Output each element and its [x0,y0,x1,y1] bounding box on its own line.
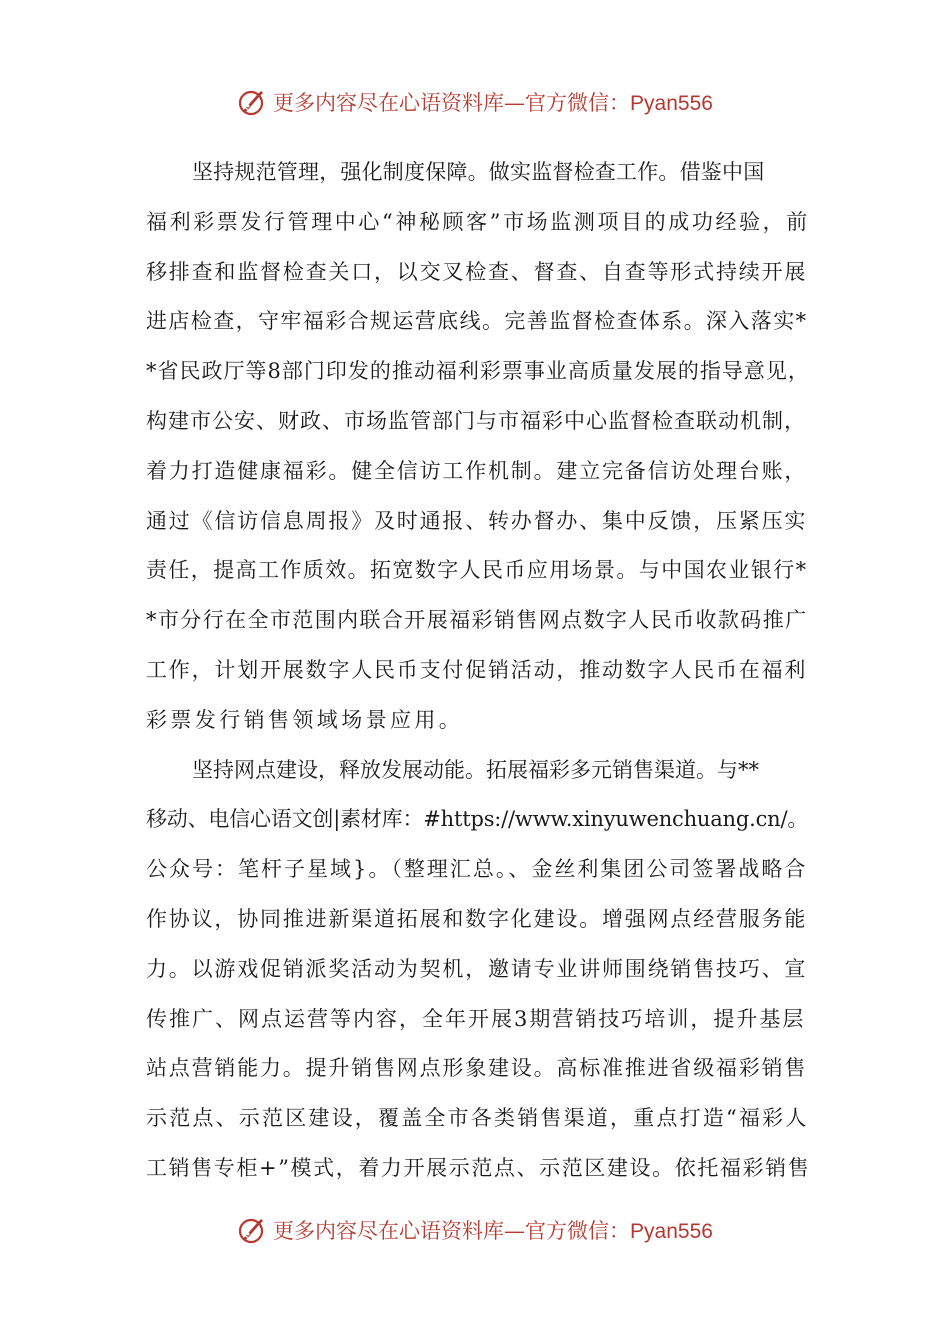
document-body [146,148,810,1194]
pen-nib-circle-logo-icon [237,87,267,117]
text-line: 着力打造健康福彩。健全信访工作机制。建立完备信访处理台账， [146,458,808,483]
text-line: 作协议，协同推进新渠道拓展和数字化建设。增强网点经营服务能 [146,906,808,931]
text-line: *省民政厅等8部门印发的推动福利彩票事业高质量发展的指导意见， [146,359,810,384]
text-line: 示范点、示范区建设，覆盖全市各类销售渠道，重点打造“福彩人 [146,1106,809,1131]
text-line: 彩票发行销售领域场景应用。 [146,707,464,732]
text-line: 责任，提高工作质效。拓宽数字人民币应用场景。与中国农业银行* [146,558,808,583]
banner-slogan: 更多内容尽在心语资料库—官方微信： [273,1219,631,1243]
text-line: 站点营销能力。提升销售网点形象建设。高标准推进省级福彩销售 [146,1056,808,1081]
text-line: 进店检查，守牢福彩合规运营底线。完善监督检查体系。深入落实* [146,309,808,334]
text-line: 坚持网点建设，释放发展动能。拓展福彩多元销售渠道。与** [192,757,759,782]
text-line: *市分行在全市范围内联合开展福彩销售网点数字人民币收款码推广 [146,608,808,633]
text-line: 坚持规范管理，强化制度保障。做实监督检查工作。借鉴中国 [192,160,765,184]
paragraph-1 [146,148,810,746]
banner-content [237,1215,713,1245]
banner-text [273,1215,713,1245]
text-line: 工作，计划开展数字人民币支付促销活动，推动数字人民币在福利 [146,657,808,682]
text-line: 力。以游戏促销派奖活动为契机，邀请专业讲师围绕销售技巧、宣 [146,956,808,981]
header-banner [0,82,950,122]
text-line: 工销售专柜+”模式，着力开展示范点、示范区建设。依托福彩销售 [146,1155,811,1180]
text-line: 移动、电信心语文创|素材库：#https://www.xinyuwenchuang.cn/。 [146,807,809,832]
banner-wechat-handle: Pyan556 [630,92,713,115]
banner-slogan: 更多内容尽在心语资料库—官方微信： [273,91,631,115]
text-line: 公众号：笔杆子星域}。（整理汇总。、金丝利集团公司签署战略合 [146,857,808,882]
text-line: 传推广、网点运营等内容，全年开展3期营销技巧培训，提升基层 [146,1006,806,1031]
footer-banner [0,1210,950,1250]
paragraph-2 [146,746,810,1194]
text-line: 福利彩票发行管理中心“神秘顾客”市场监测项目的成功经验，前 [146,209,810,234]
text-line: 构建市公安、财政、市场监管部门与市福彩中心监督检查联动机制， [146,408,806,433]
banner-text [273,87,713,117]
pen-nib-circle-logo-icon [237,1215,267,1245]
banner-wechat-handle: Pyan556 [630,1220,713,1243]
banner-content [237,87,713,117]
text-line: 通过《信访信息周报》及时通报、转办督办、集中反馈，压紧压实 [146,508,808,533]
text-line: 移排查和监督检查关口，以交叉检查、督查、自查等形式持续开展 [146,259,808,284]
